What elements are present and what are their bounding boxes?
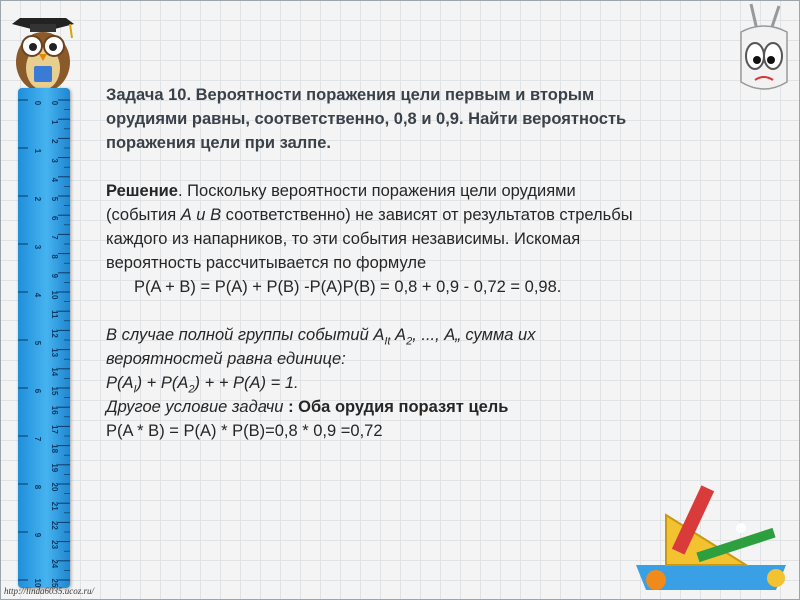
note-text: Р(А [106,374,134,392]
ruler-label: 5 [33,340,42,346]
ruler-label: 23 [50,540,59,550]
solution-text: . Поскольку вероятности поражения цели орудиями [178,182,576,200]
ruler-label: 11 [50,309,59,319]
ruler-label: 1 [33,148,42,154]
ruler-label: 5 [50,196,59,202]
solution-text: (события [106,206,181,224]
ruler-label: 10 [50,290,59,300]
solution-line: вероятность рассчитывается по формуле [106,254,427,272]
ruler-label: 24 [50,559,59,569]
note-subscript: 2 [188,383,195,396]
ruler-label: 17 [50,424,59,434]
ruler-label: 3 [33,244,42,250]
slide-content [106,83,746,443]
ruler-label: 2 [50,139,59,144]
ruler-label: 3 [50,158,59,163]
note-text: ) + Р(А [136,374,189,392]
ruler-label: 7 [33,436,42,442]
solution-line [106,203,746,227]
ruler [18,88,70,588]
note-text: А [390,326,407,344]
note-block [106,323,746,443]
ruler-label: 8 [50,254,59,259]
ruler-label: 9 [50,273,59,279]
footer-url-link[interactable]: http://linda6035.ucoz.ru/ [4,586,94,596]
task-line: орудиями равны, соответственно, 0,8 и 0,9. Найти вероятность [106,110,627,128]
condition-text: : Оба орудия поразят цель [288,398,509,416]
note-subscript: 2 [406,335,413,348]
ruler-label: 10 [33,578,42,588]
ruler-label: 0 [33,100,42,106]
ruler-label: 20 [50,482,59,492]
note-text: Другое условие задачи [106,398,289,416]
ruler-label: 18 [50,444,59,454]
ruler-label: 9 [33,532,42,538]
note-line: вероятностей равна единице: [106,350,346,368]
note-text: , ..., А„ сумма их [412,326,536,344]
ruler-label: 19 [50,463,59,473]
ruler-label: 6 [50,215,59,221]
note-line [106,395,746,419]
ruler-label: 4 [33,292,42,298]
solution-line [106,179,746,203]
ruler-label: 4 [50,177,59,183]
solution-text: соответственно) не зависят от результатов стрельбы [221,206,633,224]
note-subscript: I [133,383,137,396]
ruler-label: 2 [33,196,42,202]
note-formula: P(A * B) = P(A) * P(B)=0,8 * 0,9 =0,72 [106,422,383,440]
ruler-label: 13 [50,348,59,358]
owl-mascot-icon [8,4,78,96]
task-line: поражения цели при залпе. [106,134,331,152]
solution-line: каждого из напарников, то эти события независимы. Искомая [106,230,581,248]
ruler-label: 6 [33,388,42,394]
note-text: В случае полной группы событий А [106,326,385,344]
note-line [106,371,746,395]
school-tools-icon [626,470,796,595]
ruler-label: 0 [50,100,59,106]
task-statement [106,83,746,155]
task-line: Задача 10. Вероятности поражения цели первым и вторым [106,86,595,104]
ruler-label: 7 [50,235,59,240]
events-label: А и В [180,206,222,224]
note-line [106,323,746,347]
solution-block [106,179,746,299]
ruler-label: 8 [33,484,42,490]
ruler-scale [18,88,70,588]
ruler-label: 1 [50,119,59,125]
ruler-label: 21 [50,501,59,511]
probability-formula: P(A + B) = P(A) + P(B) -P(A)P(B) = 0,8 + 0,9 - 0,72 = 0,98. [134,278,562,296]
solution-label: Решение [106,182,178,200]
ruler-label: 15 [50,386,59,396]
note-subscript: It [384,335,391,348]
ruler-label: 16 [50,405,59,415]
note-text: ) + + Р(А) = 1. [194,374,299,392]
ruler-label: 14 [50,367,59,377]
ruler-label: 22 [50,520,59,530]
ruler-label: 25 [50,578,59,588]
ruler-label: 12 [50,328,59,338]
